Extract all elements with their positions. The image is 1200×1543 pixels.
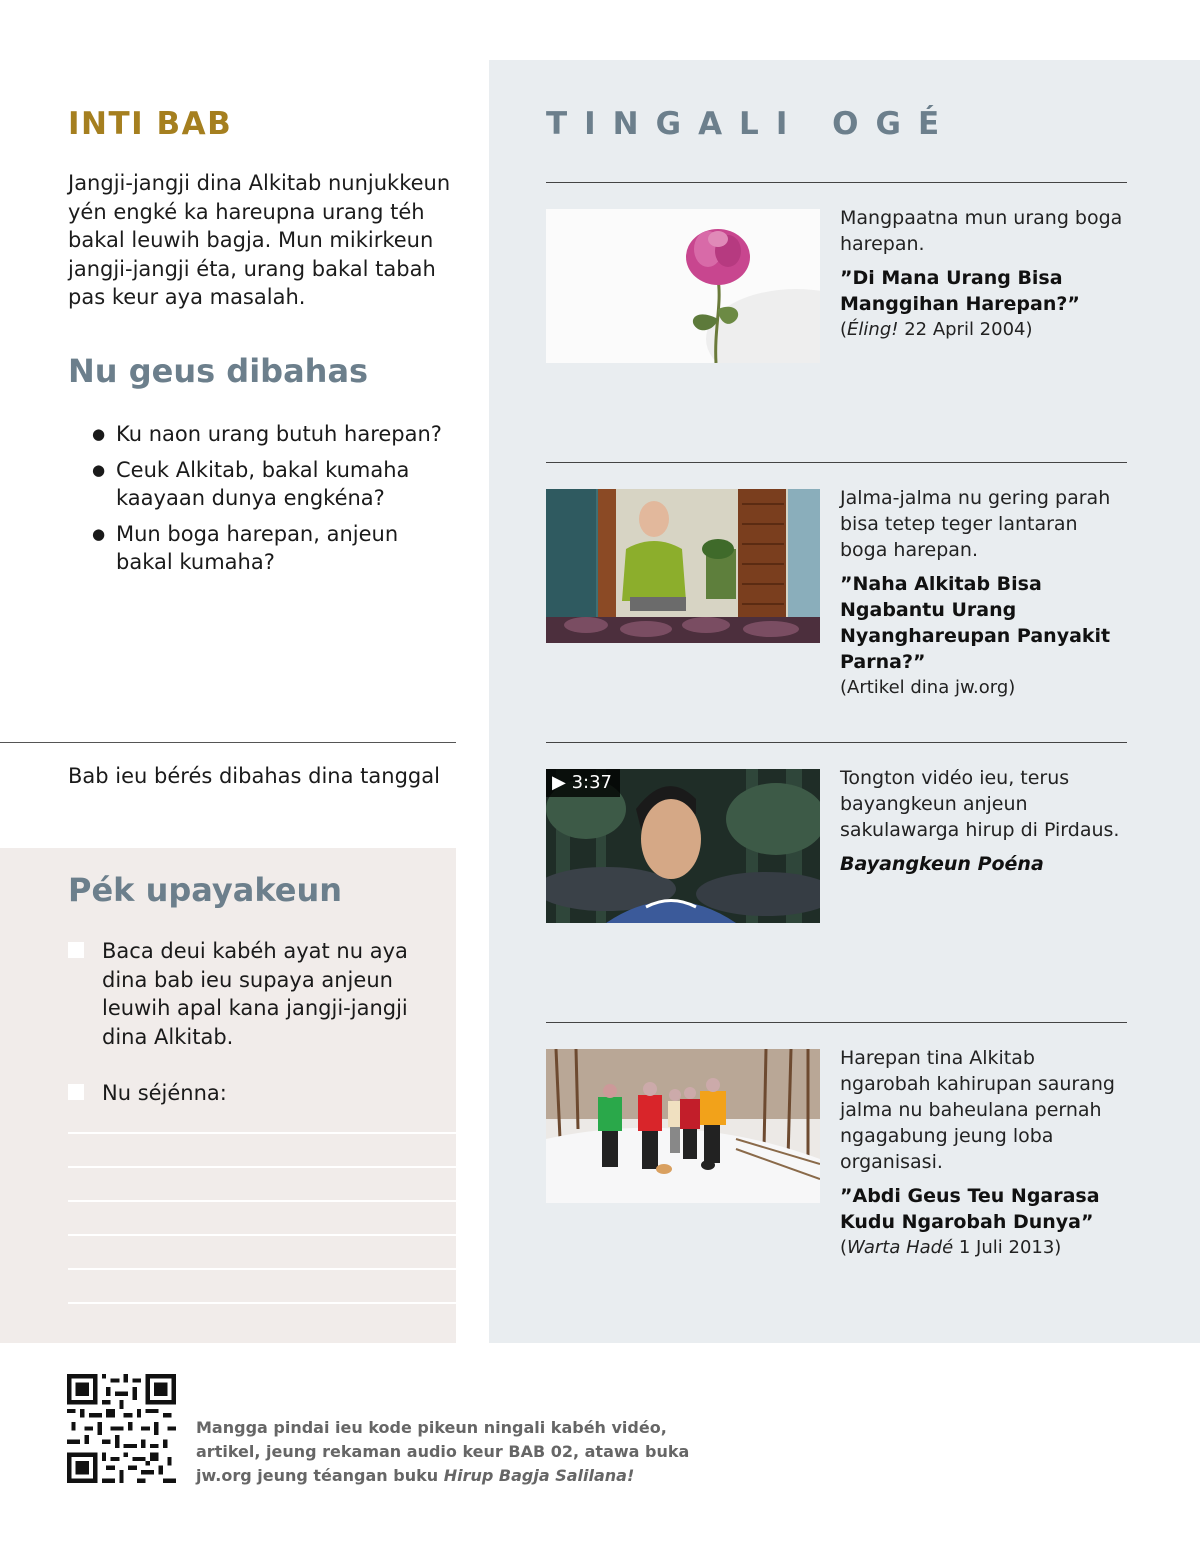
- divider: [546, 742, 1127, 743]
- list-item: ● Ku naon urang butuh harepan?: [92, 420, 452, 449]
- divider: [0, 742, 456, 743]
- summary-heading: INTI BAB: [68, 106, 233, 142]
- write-line[interactable]: [68, 1166, 456, 1168]
- try-heading: Pék upayakeun: [68, 871, 343, 909]
- see-also-entry: Tongton vidéo ieu, terus bayangkeun anjeun sakulawarga hirup di Pirdaus. Bayangkeun Poéna: [840, 765, 1125, 877]
- see-also-entry: Jalma-jalma nu gering parah bisa tetep teger lantaran boga harepan. ”Naha Alkitab Bisa Ngabantu Urang Nyanghareupan Panyakit Parna?” (Artikel dina jw.org): [840, 485, 1125, 701]
- write-line[interactable]: [68, 1234, 456, 1236]
- qr-code-icon[interactable]: [67, 1374, 176, 1483]
- try-item-other: Nu séjénna:: [68, 1079, 428, 1108]
- article-source: (Éling! 22 April 2004): [840, 319, 1033, 340]
- play-icon: ▶: [552, 772, 566, 793]
- video-link[interactable]: Bayangkeun Poéna: [840, 853, 1044, 875]
- article-source: (Warta Hadé 1 Juli 2013): [840, 1237, 1062, 1258]
- checkbox[interactable]: [68, 942, 84, 958]
- discussed-list: [92, 420, 452, 584]
- checkbox[interactable]: [68, 1084, 84, 1100]
- completion-date-note: Bab ieu bérés dibahas dina tanggal: [68, 764, 440, 788]
- man-forest-video[interactable]: [546, 769, 820, 923]
- footer-scan-instructions: Mangga pindai ieu kode pikeun ningali kabéh vidéo, artikel, jeung rekaman audio keur BAB 02, atawa buka jw.org jeung téangan buku Hirup Bagja Salilana!: [196, 1418, 690, 1485]
- discussed-heading: Nu geus dibahas: [68, 352, 369, 390]
- write-line[interactable]: [68, 1302, 456, 1304]
- bullet-icon: ●: [92, 425, 106, 443]
- see-also-heading: TINGALI OGÉ: [546, 106, 957, 142]
- divider: [546, 462, 1127, 463]
- snow-walk-photo[interactable]: [546, 1049, 820, 1203]
- list-item: ● Ceuk Alkitab, bakal kumaha kaayaan dunya engkéna?: [92, 457, 410, 510]
- write-line[interactable]: [68, 1200, 456, 1202]
- divider: [546, 182, 1127, 183]
- write-line[interactable]: [68, 1268, 456, 1270]
- divider: [546, 1022, 1127, 1023]
- bullet-icon: ●: [92, 524, 106, 543]
- see-also-entry: Mangpaatna mun urang boga harepan. ”Di Mana Urang Bisa Manggihan Harepan?” (Éling! 22 April 2004): [840, 205, 1125, 343]
- write-line[interactable]: [68, 1132, 456, 1134]
- article-link[interactable]: ”Di Mana Urang Bisa Manggihan Harepan?”: [840, 267, 1080, 315]
- article-source: (Artikel dina jw.org): [840, 677, 1016, 698]
- video-duration-badge: ▶ 3:37: [546, 769, 620, 797]
- see-also-entry: Harepan tina Alkitab ngarobah kahirupan saurang jalma nu baheulana pernah ngagabung jeung loba organisasi. ”Abdi Geus Teu Ngarasa Kudu Ngarobah Dunya” (Warta Hadé 1 Juli 2013): [840, 1045, 1125, 1261]
- list-item: ● Mun boga harepan, anjeun bakal kumaha?: [92, 521, 399, 574]
- article-link[interactable]: ”Naha Alkitab Bisa Ngabantu Urang Nyanghareupan Panyakit Parna?”: [840, 573, 1111, 673]
- summary-text: Jangji-jangji dina Alkitab nunjukkeun yén engké ka hareupna urang téh bakal leuwih bagja. Mun mikirkeun jangji-jangji éta, urang bakal tabah pas keur aya masalah.: [68, 171, 451, 309]
- try-item-reread: Baca deui kabéh ayat nu aya dina bab ieu supaya anjeun leuwih apal kana jangji-jangji dina Alkitab.: [68, 937, 428, 1051]
- article-link[interactable]: ”Abdi Geus Teu Ngarasa Kudu Ngarobah Dunya”: [840, 1185, 1100, 1233]
- bullet-icon: ●: [92, 460, 106, 479]
- pink-flower-photo[interactable]: [546, 209, 820, 363]
- man-in-window-photo[interactable]: [546, 489, 820, 643]
